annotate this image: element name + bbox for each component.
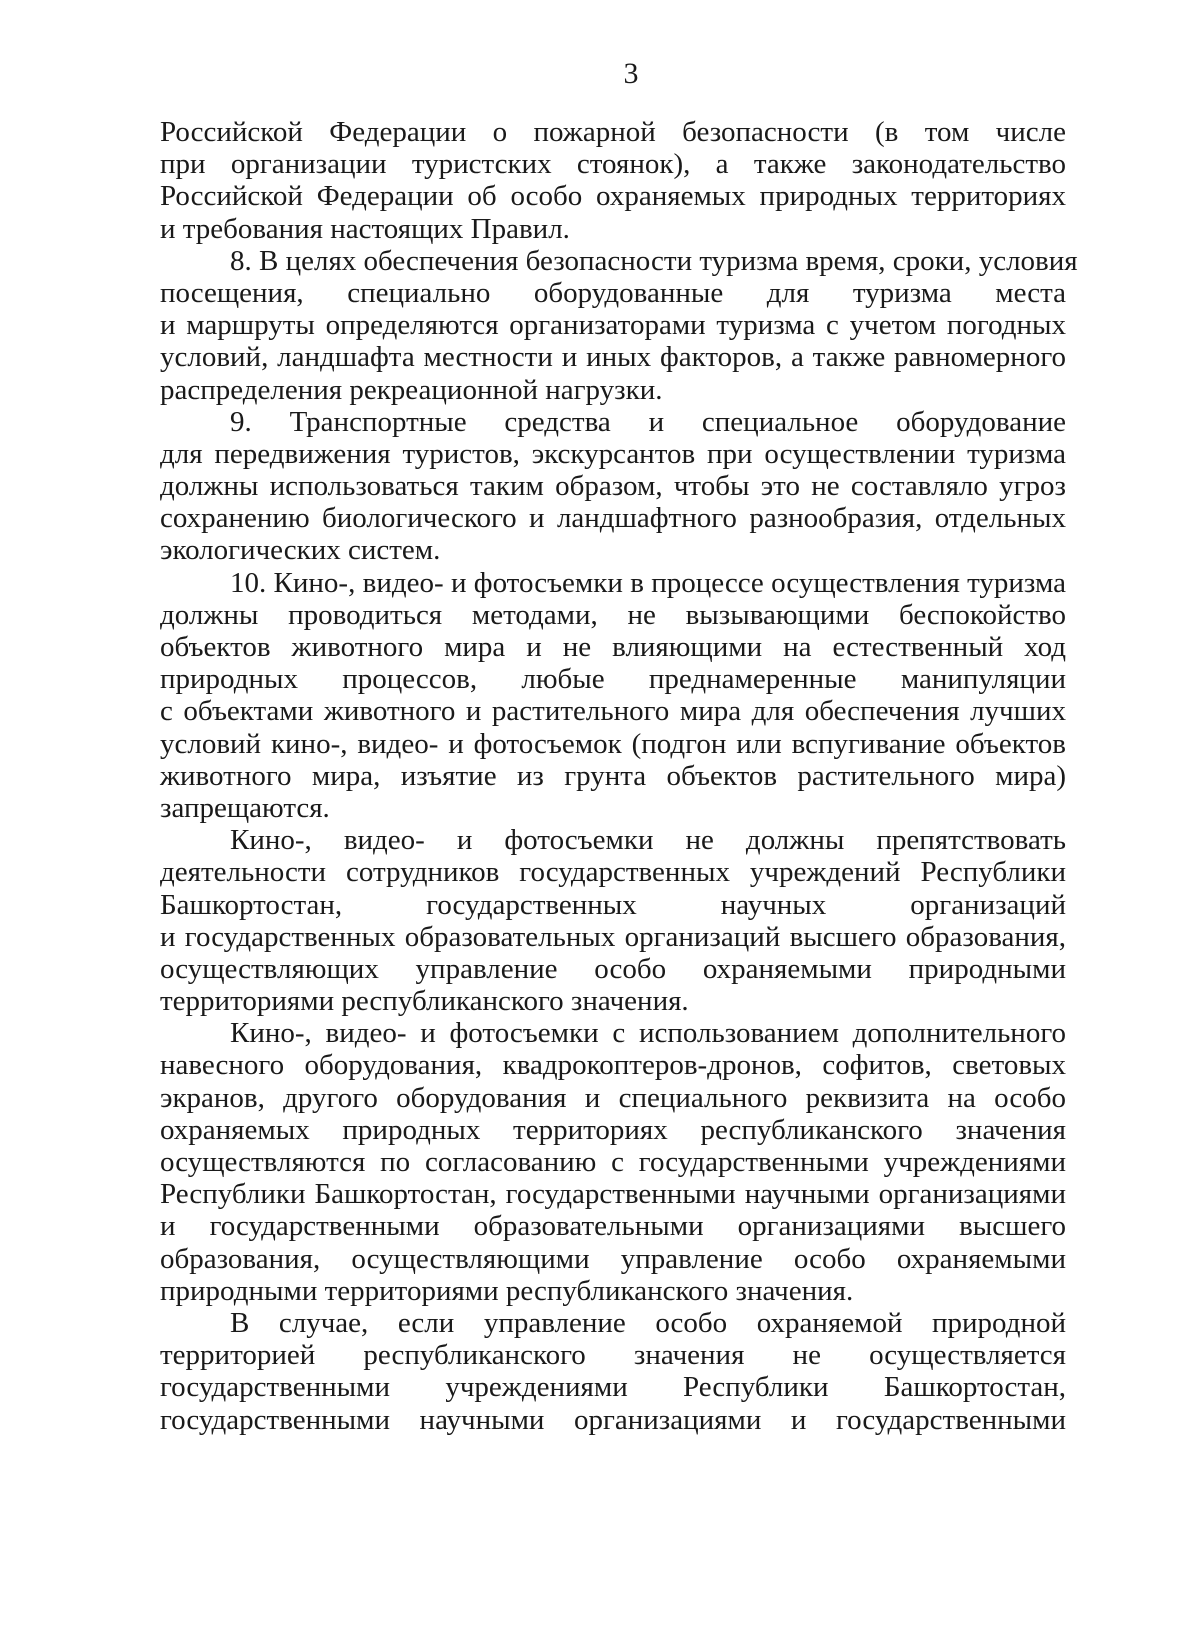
text-line: 10. Кино-, видео- и фотосъемки в процессе осуществления туризма — [230, 566, 1066, 599]
text-line: сохранению биологического и ландшафтного разнообразия, отдельных — [160, 502, 1066, 535]
text-line: при организации туристских стоянок), а также законодательство — [160, 148, 1066, 181]
text-line: посещения, специально оборудованные для туризма места — [160, 276, 1066, 309]
text-line: должны проводиться методами, не вызывающими беспокойство — [160, 598, 1066, 631]
text-line: территорией республиканского значения не осуществляется — [160, 1339, 1066, 1372]
text-line: государственными научными организациями и государственными — [160, 1403, 1066, 1436]
text-line: охраняемых природных территориях республиканского значения — [160, 1113, 1066, 1146]
text-line: территориями республиканского значения. — [160, 985, 689, 1018]
text-line: навесного оборудования, квадрокоптеров-дронов, софитов, световых — [160, 1049, 1066, 1082]
text-line: Российской Федерации о пожарной безопасности (в том числе — [160, 116, 1066, 148]
paragraph — [160, 116, 1066, 245]
text-line: Кино-, видео- и фотосъемки с использованием дополнительного — [230, 1017, 1066, 1050]
text-line: условий кино-, видео- и фотосъемок (подгон или вспугивание объектов — [160, 727, 1066, 760]
text-line: осуществляющих управление особо охраняемыми природными — [160, 952, 1066, 985]
text-line: деятельности сотрудников государственных учреждений Республики — [160, 856, 1066, 889]
text-line: условий, ландшафта местности и иных факторов, а также равномерного — [160, 341, 1066, 374]
text-line: с объектами животного и растительного мира для обеспечения лучших — [160, 695, 1066, 728]
text-line: Российской Федерации об особо охраняемых природных территориях — [160, 180, 1066, 213]
text-line: экранов, другого оборудования и специального реквизита на особо — [160, 1081, 1066, 1114]
text-line: 8. В целях обеспечения безопасности туризма время, сроки, условия — [230, 244, 1078, 277]
text-line: Башкортостан, государственных научных организаций — [160, 888, 1066, 921]
paragraph — [160, 1307, 1066, 1436]
text-line: природных процессов, любые преднамеренные манипуляции — [160, 663, 1066, 696]
document-body — [160, 116, 1078, 1436]
text-line: распределения рекреационной нагрузки. — [160, 373, 663, 406]
paragraph — [160, 1017, 1066, 1307]
text-line: для передвижения туристов, экскурсантов при осуществлении туризма — [160, 437, 1066, 470]
text-line: и государственными образовательными организациями высшего — [160, 1210, 1066, 1243]
text-line: и требования настоящих Правил. — [160, 212, 570, 245]
text-line: объектов животного мира и не влияющими на естественный ход — [160, 631, 1066, 663]
text-line: запрещаются. — [160, 791, 330, 824]
text-line: государственными учреждениями Республики Башкортостан, — [160, 1371, 1066, 1404]
text-line: и государственных образовательных организаций высшего образования, — [160, 920, 1066, 953]
paragraph-item-10 — [160, 567, 1066, 825]
text-line: и маршруты определяются организаторами туризма с учетом погодных — [160, 309, 1066, 342]
text-line: Кино-, видео- и фотосъемки не должны препятствовать — [230, 824, 1066, 857]
paragraph — [160, 824, 1066, 1017]
text-line: должны использоваться таким образом, чтобы это не составляло угроз — [160, 470, 1066, 503]
text-line: осуществляются по согласованию с государственными учреждениями — [160, 1146, 1066, 1178]
paragraph-item-9 — [160, 406, 1066, 567]
text-line: Республики Башкортостан, государственными научными организациями — [160, 1178, 1066, 1211]
text-line: природными территориями республиканского значения. — [160, 1274, 854, 1307]
text-line: животного мира, изъятие из грунта объектов растительного мира) — [160, 759, 1066, 792]
text-line: 9. Транспортные средства и специальное оборудование — [230, 405, 1066, 438]
paragraph-item-8 — [160, 244, 1078, 406]
page-number: 3 — [623, 57, 639, 90]
text-line: образования, осуществляющими управление особо охраняемыми — [160, 1242, 1066, 1275]
text-line: В случае, если управление особо охраняемой природной — [230, 1306, 1066, 1339]
text-line: экологических систем. — [160, 534, 441, 567]
